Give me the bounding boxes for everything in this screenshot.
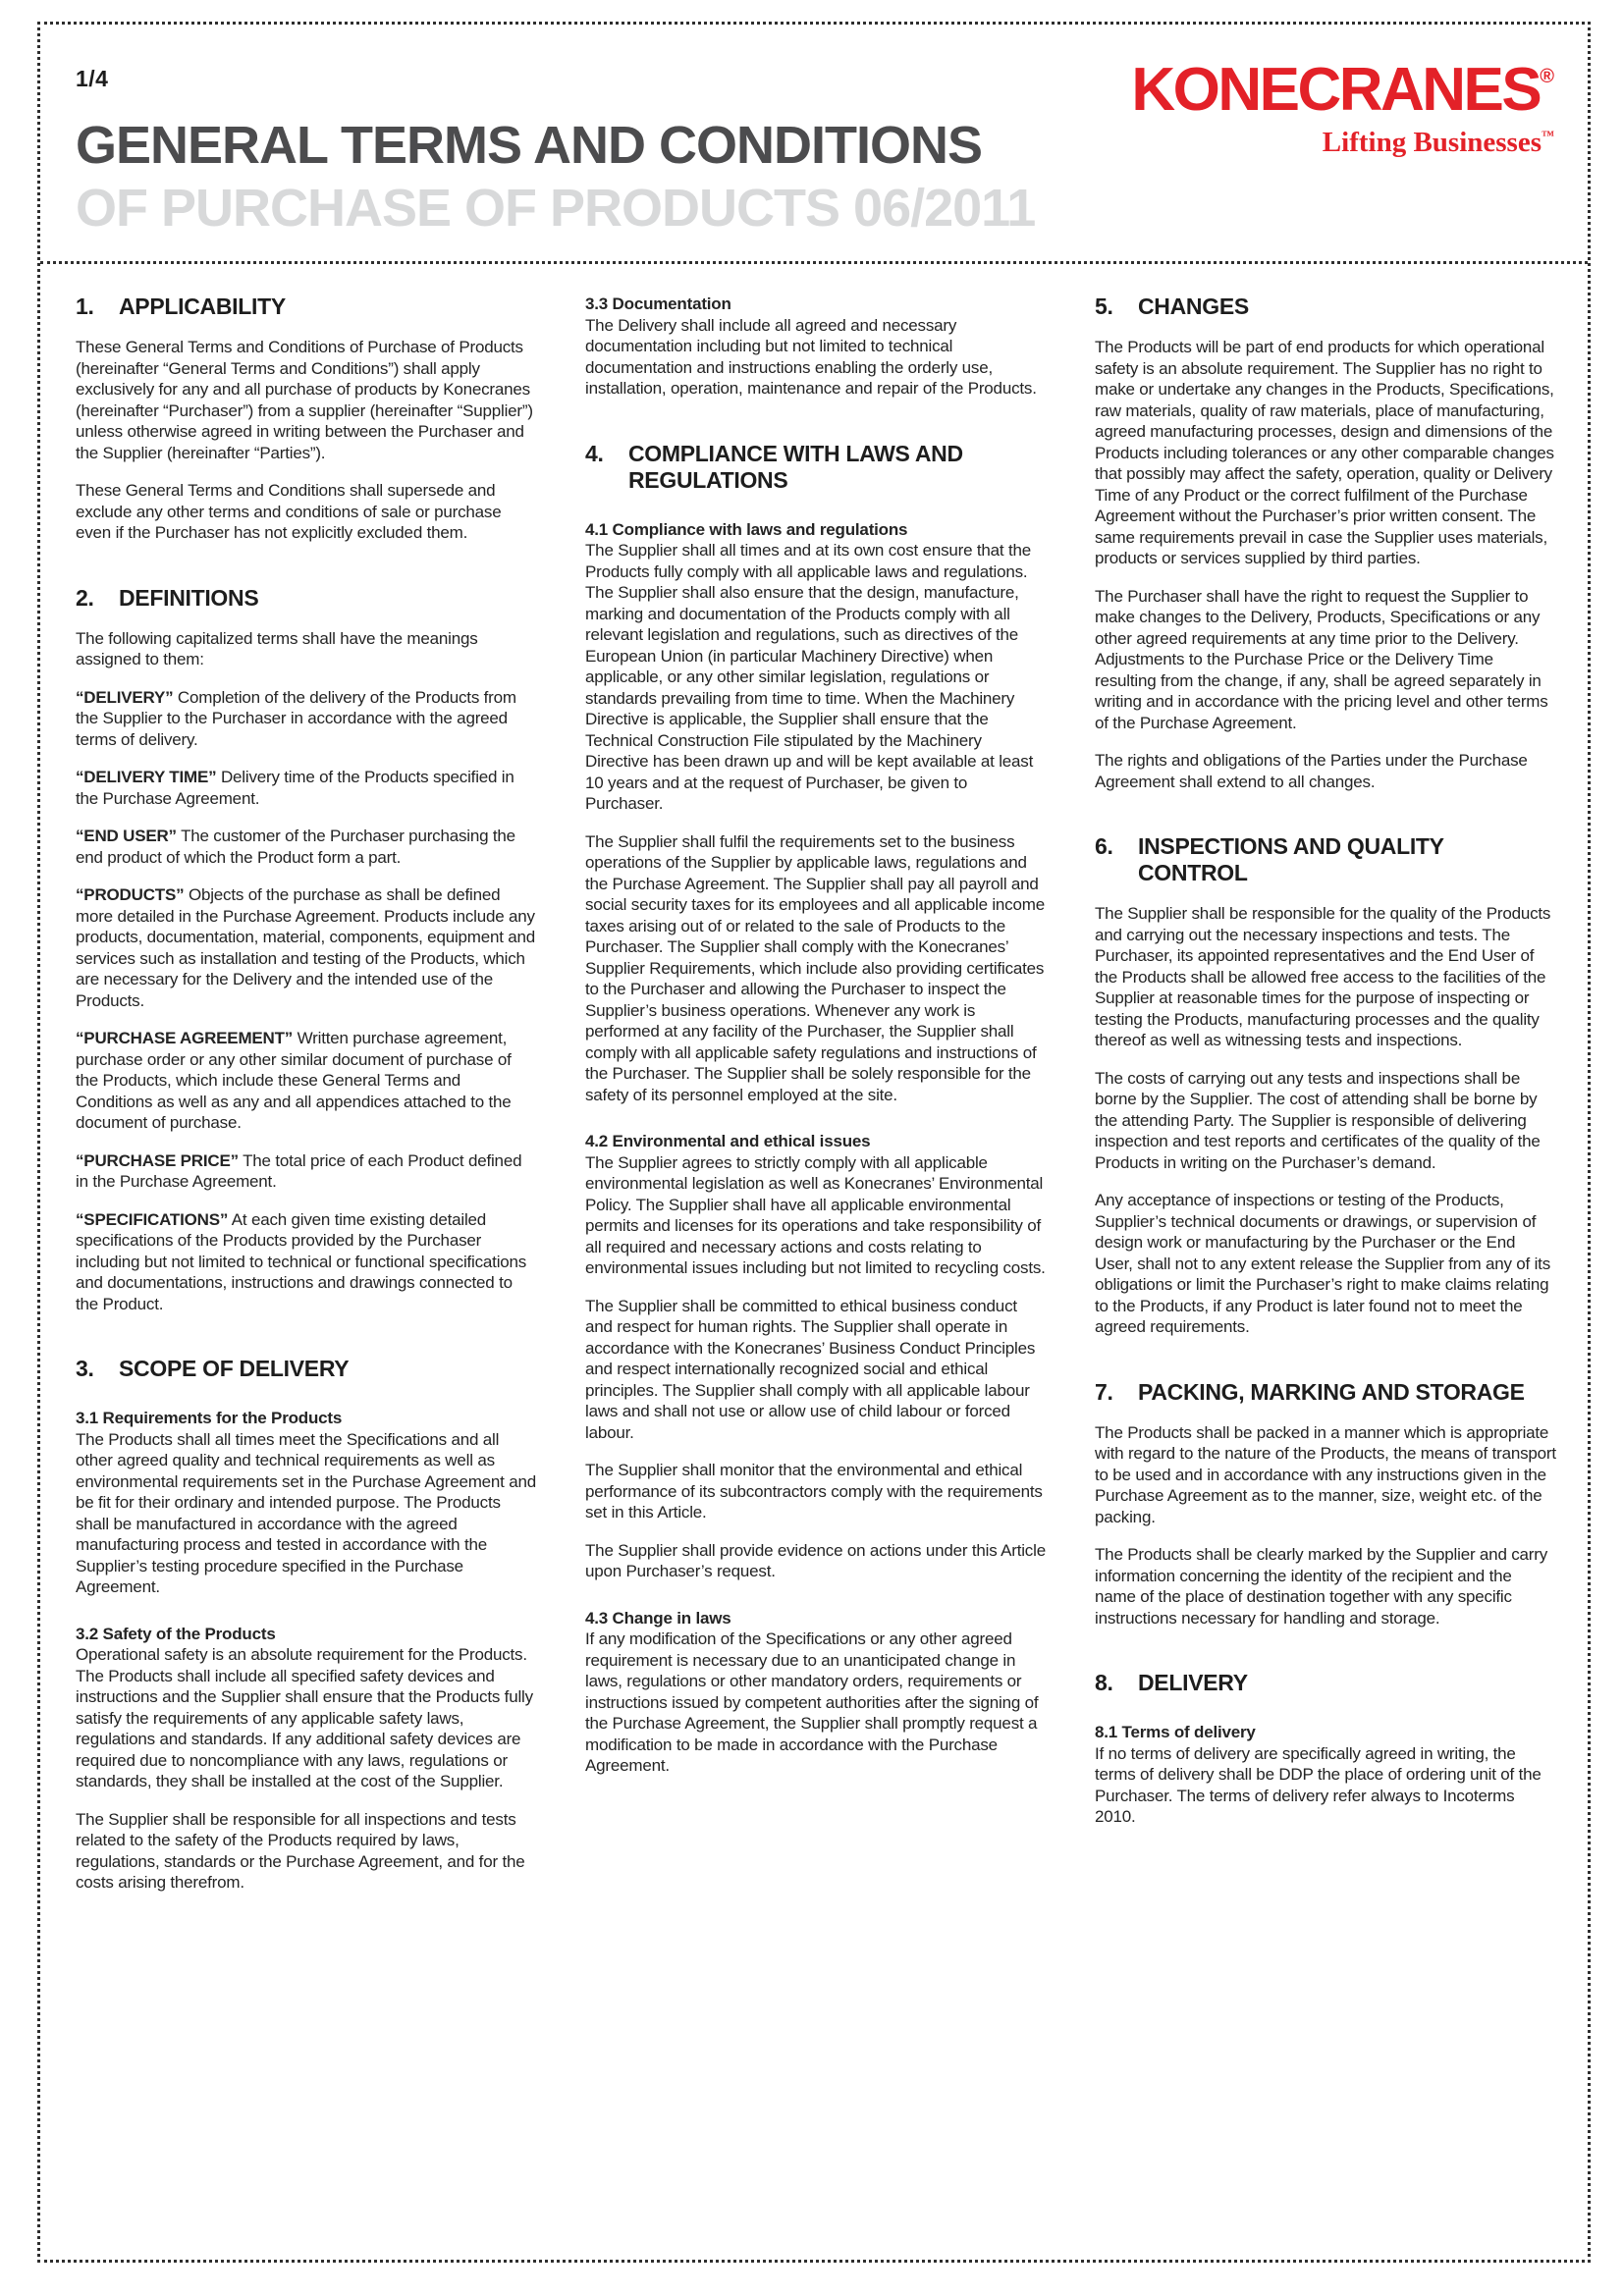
subsection-heading: 3.3 Documentation — [585, 294, 731, 314]
paragraph: If any modification of the Specifications or any other agreed requirement is necessary due to an unanticipated change in laws, regulations or other mandatory orders, requirements or instructions issued by competent authorities after the signing of the Purchase Agreement, the Supplier shall promptly request a modification to be made in accordance with the Purchase Agreement. — [585, 1629, 1039, 1776]
paragraph: The Supplier agrees to strictly comply with all applicable environmental legislation as well as Konecranes’ Environmental Policy. The Supplier shall have all applicable environmental permits and licenses for its operations and take responsibility of all required and necessary actions and costs relating to environmental issues including but not limited to recycling costs. — [585, 1152, 1046, 1278]
paragraph: “END USER” The customer of the Purchaser purchasing the end product of which the Product form a part. — [76, 827, 515, 867]
paragraph: The Supplier shall be committed to ethical business conduct and respect for human rights. The Supplier shall operate in accordance with the Konecranes’ Business Conduct Principles and respect internationally recognized social and ethical principles. The Supplier shall comply with all applicable labour laws and shall not use or allow use of child labour or forced labour. — [585, 1296, 1036, 1442]
paragraph: The Products will be part of end products for which operational safety is an absolute requirement. The Supplier has no right to make or undertake any changes in the Products, Specifications, raw materials, quality of raw materials, place of manufacturing, agreed manufacturing processes, design and dimensions of the Products including tolerances or any other comparable changes that possibly may affect the safety, operation, quality or Delivery Time of any Product or the correct fulfilment of the Purchase Agreement without the Purchaser’s prior written consent. The same requirements prevail in case the Supplier uses materials, products or services supplied by third parties. — [1095, 338, 1554, 568]
paragraph: If no terms of delivery are specifically agreed in writing, the terms of delivery shall be DDP the place of ordering unit of the Purchaser. The terms of delivery refer always to Incoterms 2010. — [1095, 1743, 1542, 1827]
column-1 — [76, 294, 537, 1910]
column-3 — [1095, 294, 1556, 1910]
section-title: DELIVERY — [1138, 1670, 1248, 1696]
section-number: 3. — [76, 1356, 94, 1382]
subsection-heading: 8.1 Terms of delivery — [1095, 1723, 1256, 1742]
paragraph: “DELIVERY” Completion of the delivery of the Products from the Supplier to the Purchaser in accordance with the agreed terms of delivery. — [76, 687, 516, 749]
paragraph: The costs of carrying out any tests and inspections shall be borne by the Supplier. The cost of attending shall be borne by the attending Party. The Supplier is responsible of delivering inspection and test reports and certificates of the quality of the Products in writing on the Purchaser’s demand. — [1095, 1068, 1541, 1172]
paragraph: The rights and obligations of the Parties under the Purchase Agreement shall extend to all changes. — [1095, 751, 1528, 791]
paragraph: The Delivery shall include all agreed and necessary documentation including but not limited to technical documentation and instructions enabling the orderly use, installation, operation, maintenance and repair of the Products. — [585, 315, 1037, 399]
section-number: 4. — [585, 440, 604, 466]
section-title: APPLICABILITY — [119, 294, 286, 320]
section-heading — [1095, 1670, 1556, 1696]
paragraph: The Products shall be packed in a manner which is appropriate with regard to the nature of the Products, the means of transport to be used and in accordance with any instructions given in the Purchase Agreement as to the manner, size, weight etc. of the packing. — [1095, 1422, 1556, 1526]
document-body — [40, 264, 1588, 1910]
document-header — [40, 25, 1588, 264]
section-title: SCOPE OF DELIVERY — [119, 1356, 350, 1382]
paragraph: “DELIVERY TIME” Delivery time of the Products specified in the Purchase Agreement. — [76, 768, 514, 808]
definition-term: “PURCHASE AGREEMENT” — [76, 1029, 294, 1048]
section-heading — [76, 1356, 537, 1382]
logo-tagline — [1131, 129, 1554, 157]
section-title: INSPECTIONS AND QUALITY CONTROL — [1138, 833, 1444, 886]
paragraph: The following capitalized terms shall have the meanings assigned to them: — [76, 628, 478, 669]
section-title: PACKING, MARKING AND STORAGE — [1138, 1378, 1525, 1405]
subsection-heading: 4.3 Change in laws — [585, 1608, 731, 1628]
definition-term: “DELIVERY TIME” — [76, 768, 217, 787]
subsection-heading: 4.2 Environmental and ethical issues — [585, 1132, 871, 1151]
section-number: 5. — [1095, 294, 1113, 320]
section-heading — [585, 441, 1047, 494]
definition-term: “DELIVERY” — [76, 687, 174, 707]
section-number: 2. — [76, 584, 94, 611]
paragraph: The Supplier shall be responsible for all inspections and tests related to the safety of the Products required by laws, regulations, standards or the Purchase Agreement, and for the costs arising therefrom. — [76, 1809, 525, 1893]
page-number: 1/4 — [76, 66, 109, 91]
section-heading — [76, 585, 537, 612]
paragraph: The Purchaser shall have the right to request the Supplier to make changes to the Delivery, Products, Specifications or any other agreed requirements at any time prior to the Delivery. Adjustments to the Purchase Price or the Delivery Time resulting from the change, if any, shall be agreed separately in writing and in accordance with the pricing level and other terms of the Purchase Agreement. — [1095, 586, 1548, 732]
paragraph: The Supplier shall all times and at its own cost ensure that the Products fully comply with all applicable laws and regulations. The Supplier shall also ensure that the design, manufacture, marking and documentation of the Products comply with all relevant legislation and regulations, such as directives of the European Union (in particular Machinery Directive) when applicable, or any other similar legislation, regulations or standards prevailing from time to time. When the Machinery Directive is applicable, the Supplier shall ensure that the Technical Construction File stipulated by the Machinery Directive has been drawn up and will be kept available at least 10 years and at the request of Purchaser, be given to Purchaser. — [585, 541, 1034, 814]
section-heading — [1095, 833, 1556, 886]
tagline-text: Lifting Businesses — [1322, 127, 1542, 158]
section-title: COMPLIANCE WITH LAWS AND REGULATIONS — [628, 440, 963, 493]
paragraph: The Supplier shall be responsible for the quality of the Products and carrying out the necessary inspections and tests. The Purchaser, its appointed representatives and the End User of the Products shall be allowed free access to the facilities of the Supplier at reasonable times for the purpose of inspecting or testing the Products, manufacturing processes and the quality thereof as well as witnessing tests and inspections. — [1095, 904, 1551, 1050]
document-subtitle: OF PURCHASE OF PRODUCTS 06/2011 — [76, 179, 1036, 239]
definition-term: “END USER” — [76, 827, 177, 846]
subsection-heading: 3.2 Safety of the Products — [76, 1624, 276, 1643]
paragraph: The Products shall be clearly marked by the Supplier and carry information concerning the identity of the recipient and the name of the place of destination together with any specific instructions necessary for handling and storage. — [1095, 1545, 1547, 1628]
paragraph: “PURCHASE PRICE” The total price of each Product defined in the Purchase Agreement. — [76, 1150, 522, 1192]
subsection-heading: 4.1 Compliance with laws and regulations — [585, 519, 908, 539]
paragraph: These General Terms and Conditions shall supersede and exclude any other terms and conditions of sale or purchase even if the Purchaser has not explicitly excluded them. — [76, 481, 502, 543]
section-title: DEFINITIONS — [119, 584, 259, 611]
section-heading — [1095, 1379, 1556, 1406]
paragraph: The Products shall all times meet the Specifications and all other agreed quality and technical requirements as well as environmental requirements set in the Purchase Agreement and be fit for their ordinary and intended purpose. The Products shall be manufactured in accordance with the agreed manufacturing process and tested in accordance with the Supplier’s testing procedure specified in the Purchase Agreement. — [76, 1429, 536, 1597]
section-number: 8. — [1095, 1670, 1113, 1696]
paragraph: Operational safety is an absolute requirement for the Products. The Products shall include all specified safety devices and instructions and the Supplier shall ensure that the Products fully satisfy the requirements of any applicable safety laws, regulations and standards. If any additional safety devices are required due to noncompliance with any laws, regulations or standards, they shall be installed at the cost of the Supplier. — [76, 1645, 533, 1791]
definition-term: “SPECIFICATIONS” — [76, 1209, 229, 1229]
section-number: 1. — [76, 294, 94, 320]
definition-term: “PRODUCTS” — [76, 885, 185, 905]
paragraph: Any acceptance of inspections or testing of the Products, Supplier’s technical documents or drawings, or supervision of design work or manufacturing by the Purchaser or the End User, shall not to any extent release the Supplier from any of its obligations or limit the Purchaser’s right to make claims relating to the Products, if any Product is later found not to meet the agreed requirements. — [1095, 1191, 1550, 1337]
subsection-heading: 3.1 Requirements for the Products — [76, 1409, 343, 1428]
paragraph: “SPECIFICATIONS” At each given time existing detailed specifications of the Products provided by the Purchaser including but not limited to technical or functional specifications and documentations, instructions and drawings connected to the Product. — [76, 1209, 527, 1313]
column-2 — [585, 294, 1047, 1910]
document-title: GENERAL TERMS AND CONDITIONS — [76, 116, 983, 175]
definition-term: “PURCHASE PRICE” — [76, 1150, 239, 1170]
logo-text: KONECRANES — [1131, 56, 1541, 124]
section-number: 6. — [1095, 833, 1113, 860]
registered-trademark-icon: ® — [1540, 66, 1554, 87]
konecranes-logo — [1131, 56, 1554, 158]
section-number: 7. — [1095, 1378, 1113, 1405]
section-title: CHANGES — [1138, 294, 1249, 320]
document-page — [37, 22, 1591, 2263]
paragraph: “PRODUCTS” Objects of the purchase as shall be defined more detailed in the Purchase Agreement. Products include any products, documentation, material, components, equipment and services such as installation and testing of the Products, which are necessary for the Delivery and the intended use of the Products. — [76, 885, 536, 1010]
logo-wordmark — [1131, 56, 1554, 124]
paragraph: These General Terms and Conditions of Purchase of Products (hereinafter “General Terms and Conditions”) shall apply exclusively for any and all purchase of products by Konecranes (hereinafter “Purchaser”) from a supplier (hereinafter “Supplier”) unless otherwise agreed in writing between the Purchaser and the Supplier (hereinafter “Parties”). — [76, 338, 533, 462]
paragraph: The Supplier shall provide evidence on actions under this Article upon Purchaser’s request. — [585, 1540, 1046, 1581]
section-heading — [1095, 294, 1556, 320]
section-heading — [76, 294, 537, 320]
paragraph: “PURCHASE AGREEMENT” Written purchase agreement, purchase order or any other similar document of purchase of the Products, which include these General Terms and Conditions as well as any and all appendices attached to the document of purchase. — [76, 1029, 512, 1133]
paragraph: The Supplier shall monitor that the environmental and ethical performance of its subcontractors comply with the requirements set in this Article. — [585, 1461, 1043, 1522]
trademark-icon: ™ — [1542, 128, 1554, 142]
paragraph: The Supplier shall fulfil the requirements set to the business operations of the Supplier by applicable laws, regulations and the Purchase Agreement. The Supplier shall pay all payroll and social security taxes for its employees and all applicable income taxes arising out of or related to the sale of Products to the Purchaser. The Supplier shall comply with the Konecranes’ Supplier Requirements, which include also providing certificates to the Purchaser and allowing the Purchaser to inspect the Supplier’s business operations. Whenever any work is performed at any facility of the Purchaser, the Supplier shall comply with all applicable safety regulations and instructions of the Purchaser. The Supplier shall be solely responsible for the safety of its personnel employed at the site. — [585, 831, 1045, 1104]
